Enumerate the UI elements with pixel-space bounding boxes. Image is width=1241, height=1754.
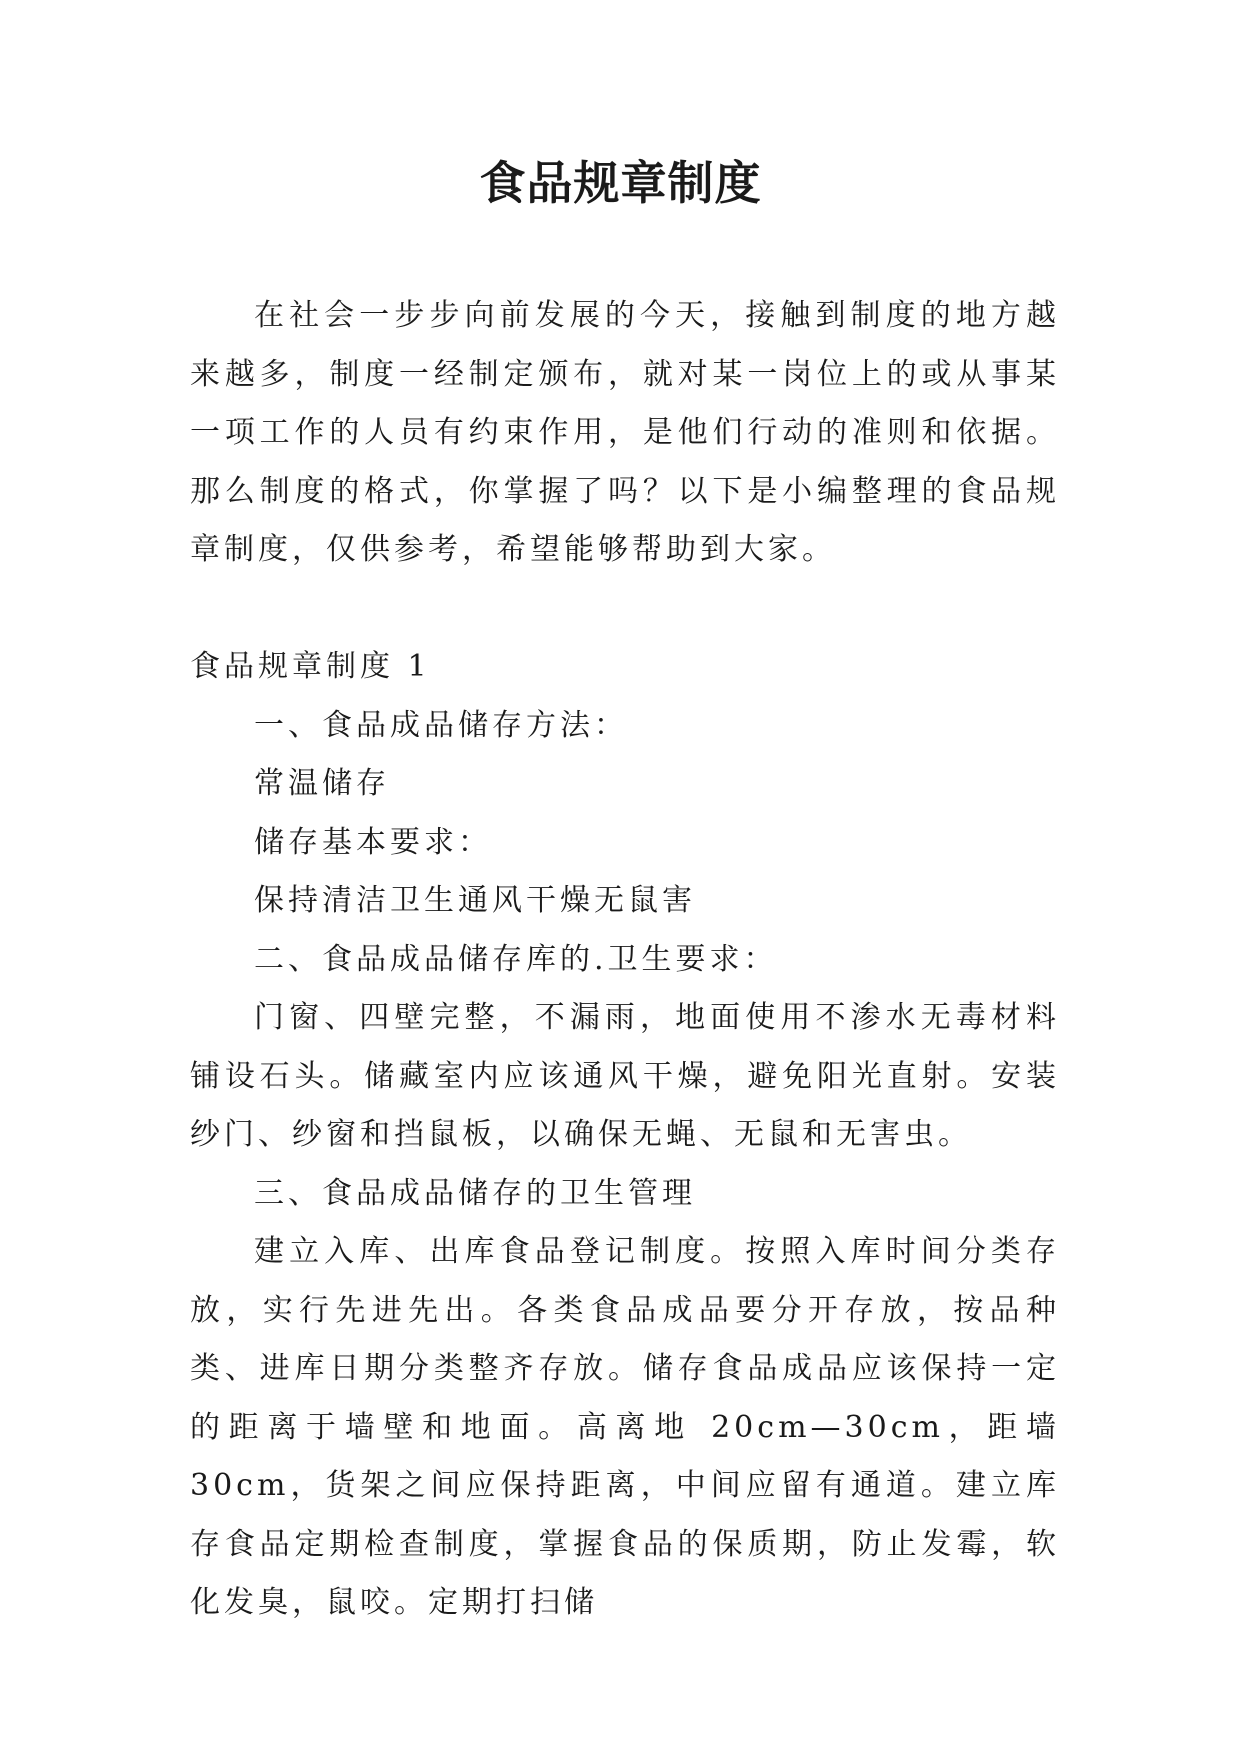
- document-title: 食品规章制度: [479, 156, 762, 210]
- item-heading-2: 二、食品成品储存库的.卫生要求：: [254, 941, 778, 977]
- section-heading: 食品规章制度 1: [190, 649, 431, 684]
- intro-paragraph: 在社会一步步向前发展的今天，接触到制度的地方越来越多，制度一经制定颁布，就对某一岗位上的或从事某一项工作的人员有约束作用，是他们行动的准则和依据。那么制度的格式，你掌握了吗？以下是小编整理的食品规章制度，仅供参考，希望能够帮助到大家。: [190, 298, 1060, 567]
- warehouse-hygiene-paragraph: 门窗、四壁完整，不漏雨，地面使用不渗水无毒材料铺设石头。储藏室内应该通风干燥，避免阳光直射。安装纱门、纱窗和挡鼠板，以确保无蝇、无鼠和无害虫。: [190, 1000, 1060, 1152]
- storage-management-paragraph: 建立入库、出库食品登记制度。按照入库时间分类存放，实行先进先出。各类食品成品要分开存放，按品种类、进库日期分类整齐存放。储存食品成品应该保持一定的距离于墙壁和地面。高离地 20cm—30cm，距墙 30cm，货架之间应保持距离，中间应留有通道。建立库存食品定期检查制度，掌握食品的保质期，防止发霉，软化发臭，鼠咬。定期打扫储: [190, 1234, 1060, 1620]
- storage-requirement: 保持清洁卫生通风干燥无鼠害: [254, 883, 696, 918]
- storage-requirement-label: 储存基本要求：: [254, 824, 492, 860]
- item-heading-1: 一、食品成品储存方法：: [254, 707, 628, 743]
- item-heading-3: 三、食品成品储存的卫生管理: [254, 1175, 696, 1211]
- document-body: [190, 287, 1060, 1633]
- storage-method: 常温储存: [254, 766, 390, 801]
- paragraph-gap: [190, 580, 1060, 639]
